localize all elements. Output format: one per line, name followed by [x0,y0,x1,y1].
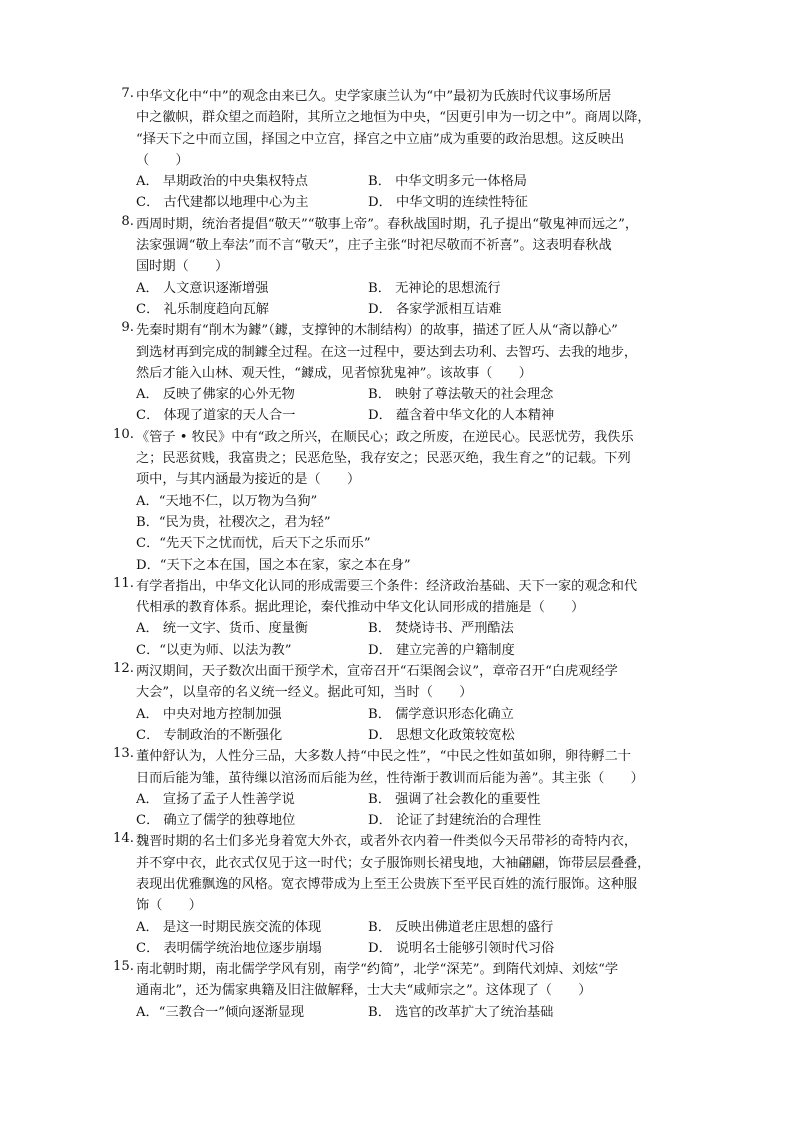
question-item [112,831,672,959]
answer-option[interactable]: B． 中华文明多元一体格局 [368,174,527,190]
question-number: 11. [113,575,134,591]
answer-option[interactable]: C． 表明儒学统治地位逐步崩塌 [136,940,322,956]
answer-option[interactable]: A． 人文意识逐渐增强 [136,280,269,296]
question-stem-line: 大会”，以皇帝的名义统一经义。据此可知，当时（ ） [136,685,473,701]
question-stem-line: 然后才能入山林、观天性，“鐻成，见者惊犹鬼神”。该故事（ ） [136,365,532,381]
answer-option[interactable]: D．“天下之本在国，国之本在家，家之本在身” [136,557,411,573]
question-stem-line: “择天下之中而立国，择国之中立宫，择宫之中立庙”成为重要的政治思想。这反映出 [136,131,625,147]
answer-option[interactable]: B． 反映出佛道老庄思想的盛行 [368,919,554,935]
options-block [136,1002,672,1023]
answer-option[interactable]: C． 礼乐制度趋向瓦解 [136,301,269,317]
options-row [136,384,672,405]
answer-option[interactable]: A．“三教合一”倾向逐渐显现 [136,1004,305,1020]
question-number: 9. [121,320,134,336]
answer-option[interactable]: B． 焚烧诗书、严刑酷法 [368,621,514,637]
options-row [136,299,672,320]
options-row [136,640,672,661]
options-block [136,917,672,960]
question-number: 8. [121,213,134,229]
answer-option[interactable]: A． 中央对地方控制加强 [136,706,282,722]
options-row [136,171,672,192]
options-row [136,938,672,959]
question-item [112,661,672,746]
question-stem-line: 两汉期间，天子数次出面干预学术，宣帝召开“石渠阁会议”，章帝召开“白虎观经学 [136,664,618,680]
options-row [136,789,672,810]
answer-option[interactable]: B． 无神论的思想流行 [368,280,501,296]
question-stem-line: 法家强调“敬上奉法”而不言“敬天”，庄子主张“时祀尽敬而不祈喜”。这表明春秋战 [136,238,612,254]
options-row [136,1002,672,1023]
options-row [136,192,672,213]
question-stem-line: 之；民恶贫贱，我富贵之；民恶危坠，我存安之；民恶灭绝，我生育之”的记载。下列 [136,451,631,467]
question-item [112,746,672,831]
question-list [112,86,672,1023]
question-stem-line: 西周时期，统治者提倡“敬天”“敬事上帝”。春秋战国时期，孔子提出“敬鬼神而远之”， [136,216,639,232]
options-block [136,704,672,747]
question-stem-line: 并不穿中衣，此衣式仅见于这一时代；女子服饰则长裙曳地，大袖翩翩，饰带层层叠叠， [136,855,651,871]
options-block [136,789,672,832]
answer-option[interactable]: D． 思想文化政策较宽松 [368,727,515,743]
answer-option[interactable]: D． 论证了封建统治的合理性 [368,813,542,829]
question-number: 12. [113,661,134,677]
question-item [112,959,672,1023]
answer-option[interactable]: D． 说明名士能够引领时代习俗 [368,940,555,956]
answer-option[interactable]: C．“以吏为师、以法为教” [136,642,292,658]
options-row [136,810,672,831]
answer-option[interactable]: C． 专制政治的不断强化 [136,727,283,743]
question-stem-line: 有学者指出，中华文化认同的形成需要三个条件：经济政治基础、天下一家的观念和代 [136,578,638,594]
answer-option[interactable]: D． 各家学派相互诘难 [368,301,502,317]
answer-option[interactable]: D． 中华文明的连续性特征 [368,195,528,211]
question-stem-line: 日而后能为雏，茧待缫以涫汤而后能为丝，性待渐于教训而后能为善”。其主张（ ） [136,770,644,786]
question-stem-line: 中华文化中“中”的观念由来已久。史学家康兰认为“中”最初为氏族时代议事场所居 [136,89,612,104]
answer-option[interactable]: B． 强调了社会教化的重要性 [368,791,541,807]
question-stem-line: 南北朝时期，南北儒学学风有别，南学“约简”，北学“深芜”。到隋代刘焯、刘炫“学 [136,962,619,978]
options-block [136,171,672,214]
question-number: 15. [113,959,134,975]
options-row [136,405,672,426]
answer-option[interactable]: C． 确立了儒学的独尊地位 [136,813,296,829]
question-stem-line: 中之徽帜，群众望之而趋附，其所立之地恒为中央，“因更引申为一切之中”。商周以降， [136,110,651,126]
answer-option[interactable]: C．“先天下之忧而忧，后天下之乐而乐” [136,536,371,552]
answer-option[interactable]: A． 宣扬了孟子人性善学说 [136,791,295,807]
answer-option[interactable]: A． 统一文字、货币、度量衡 [136,621,308,637]
options-row [136,917,672,938]
answer-option[interactable]: B．“民为贵，社稷次之，君为轻” [136,514,331,530]
answer-option[interactable]: D． 蕴含着中华文化的人本精神 [368,408,555,424]
answer-option[interactable]: B． 儒学意识形态化确立 [368,706,514,722]
answer-option[interactable]: B． 选官的改革扩大了统治基础 [368,1004,554,1020]
question-stem-line: 国时期（ ） [136,259,229,275]
answer-option[interactable]: D． 建立完善的户籍制度 [368,642,515,658]
question-stem-line: （ ） [136,152,189,168]
options-block [136,491,672,576]
question-stem-line: 到选材再到完成的制鐻全过程。在这一过程中，要达到去功利、去智巧、去我的地步， [136,344,638,360]
question-stem-line: 先秦时期有“削木为鐻”（鐻，支撑钟的木制结构）的故事，描述了匠人从“斋以静心” [136,323,618,339]
answer-option[interactable]: C． 体现了道家的天人合一 [136,408,296,424]
question-stem-line: 《管子 • 牧民》中有“政之所兴，在顺民心；政之所废，在逆民心。民恶忧劳，我佚乐 [136,429,634,445]
options-row [136,618,672,639]
question-number: 13. [113,746,134,762]
options-block [136,384,672,427]
question-item [112,576,672,661]
answer-option[interactable]: A． 早期政治的中央集权特点 [136,174,308,190]
question-item [112,86,672,214]
options-block [136,278,672,321]
options-row [136,278,672,299]
question-number: 14. [113,831,134,847]
question-stem-line: 代相承的教育体系。据此理论，秦代推动中华文化认同形成的措施是（ ） [136,600,585,616]
options-row [136,704,672,725]
answer-option[interactable]: A．“天地不仁，以万物为刍狗” [136,493,318,509]
question-stem-line: 董仲舒认为，人性分三品，大多数人持“中民之性”，“中民之性如茧如卵，卵待孵二十 [136,749,631,765]
question-item [112,214,672,320]
question-item [112,320,672,426]
question-stem-line: 饰（ ） [136,898,202,914]
question-stem-line: 项中，与其内涵最为接近的是（ ） [136,472,361,488]
question-stem-line: 魏晋时期的名士们多光身着宽大外衣，或者外衣内着一件类似今天吊带衫的奇特内衣， [136,834,638,850]
question-number: 10. [113,426,134,442]
options-row [136,725,672,746]
question-item [112,427,672,576]
question-stem-line: 通南北”，还为儒家典籍及旧注做解释，士大夫“咸师宗之”。这体现了（ ） [136,983,592,999]
question-stem-line: 表现出优雅飘逸的风格。宽衣博带成为上至王公贵族下至平民百姓的流行服饰。这种服 [136,876,638,892]
question-number: 7. [121,86,134,101]
options-block [136,618,672,661]
answer-option[interactable]: A． 反映了佛家的心外无物 [136,387,295,403]
answer-option[interactable]: C． 古代建都以地理中心为主 [136,195,309,211]
answer-option[interactable]: A． 是这一时期民族交流的体现 [136,919,322,935]
answer-option[interactable]: B． 映射了尊法敬天的社会理念 [368,387,554,403]
